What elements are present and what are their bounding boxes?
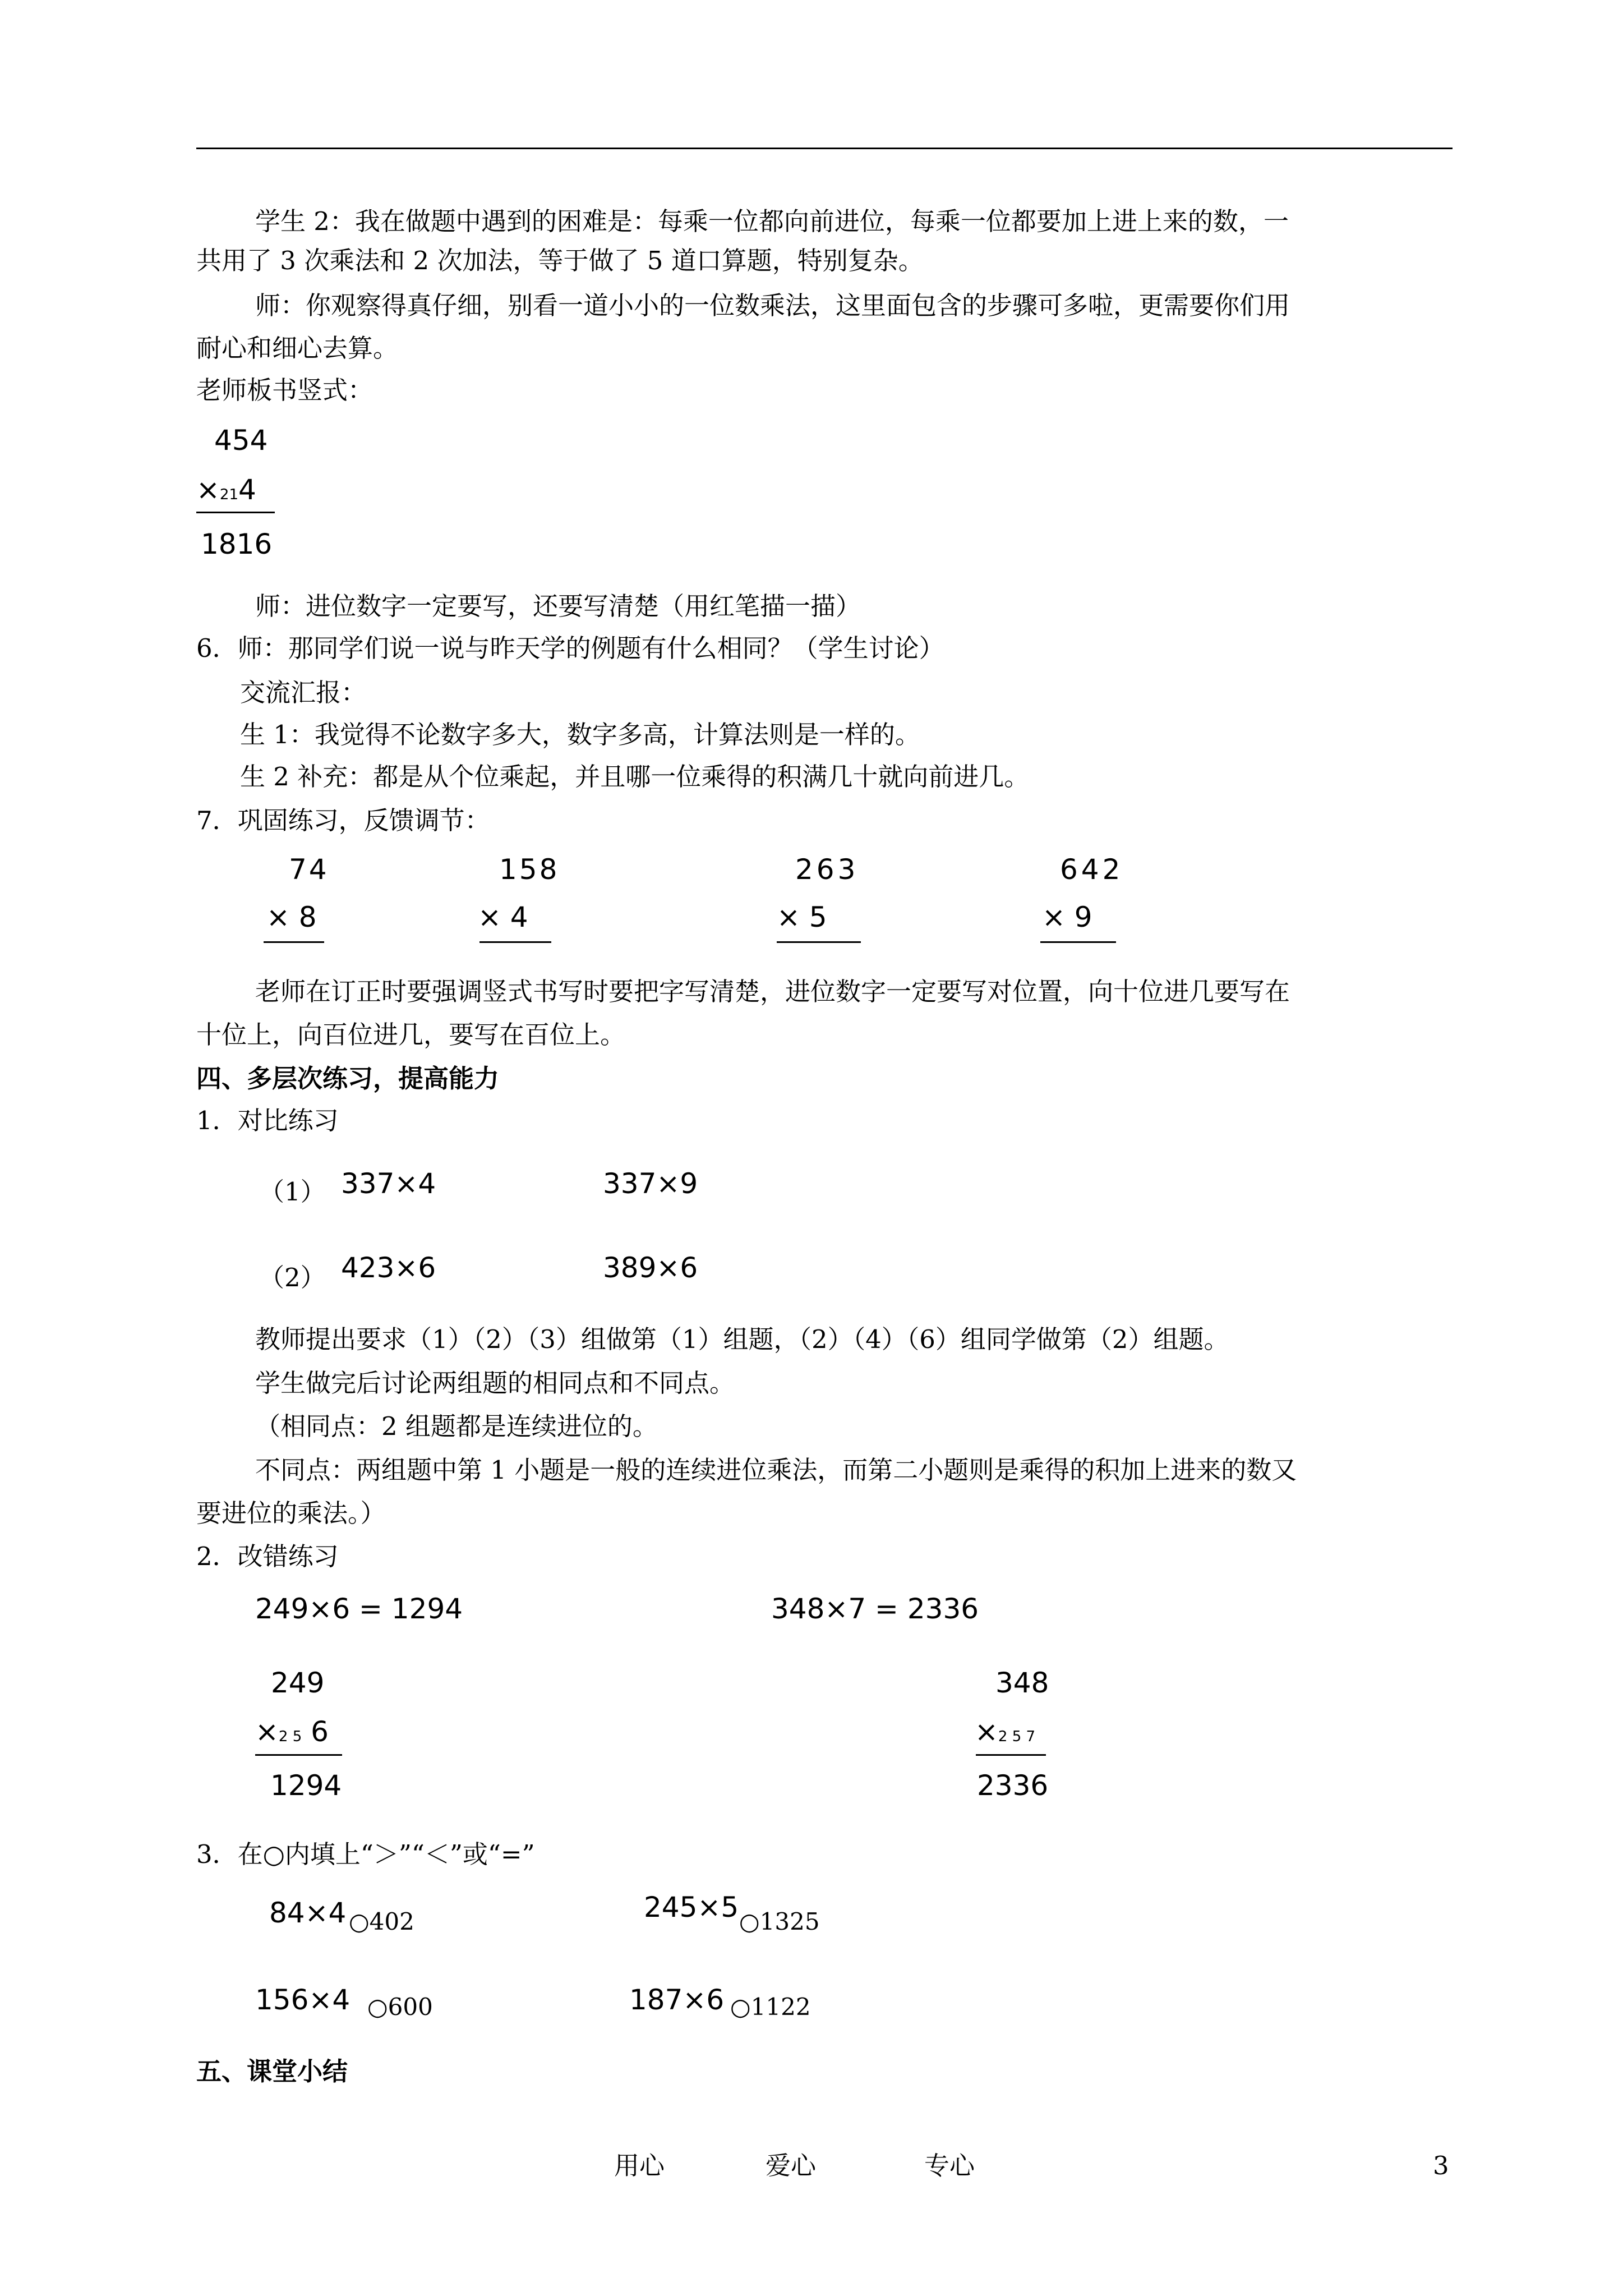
error-vertical-2-carry: 2 5 7 — [998, 1728, 1036, 1745]
board-result: 1816 — [201, 528, 273, 560]
board-top-number: 454 — [214, 424, 268, 457]
footer-word-1: 用心 — [614, 2151, 665, 2180]
compare-1-blank[interactable]: ○402 — [349, 1908, 414, 1935]
error-vertical-2-rule — [976, 1754, 1046, 1756]
practice-3-top: 263 — [795, 853, 859, 886]
compare-3-blank[interactable]: ○600 — [367, 1993, 433, 2021]
footer-word-3: 专心 — [924, 2151, 975, 2180]
error-vertical-1-top: 249 — [271, 1667, 325, 1699]
contrast-2b: 389×6 — [603, 1251, 698, 1284]
board-carry-digits: 21 — [219, 486, 238, 503]
compare-3-expression: 156×4 — [255, 1984, 351, 2016]
paragraph-item7: 7．巩固练习，反馈调节： — [196, 806, 490, 835]
board-result-rule — [196, 512, 275, 513]
paragraph-correction-line2: 十位上，向百位进几，要写在百位上。 — [196, 1020, 626, 1050]
paragraph-exchange: 交流汇报： — [240, 678, 367, 707]
error-vertical-1-carry: 2 5 — [278, 1728, 302, 1745]
subsection-contrast: 1．对比练习 — [196, 1106, 339, 1135]
error-vertical-1-multiplier-row — [255, 1715, 329, 1748]
compare-4-blank[interactable]: ○1122 — [730, 1993, 811, 2021]
section-heading-4: 四、多层次练习，提高能力 — [196, 1064, 500, 1093]
practice-1-multiplier: × 8 — [266, 901, 317, 933]
practice-3-multiplier: × 5 — [777, 901, 827, 933]
practice-3-rule — [777, 941, 861, 943]
error-equation-2: 348×7 = 2336 — [771, 1593, 979, 1625]
error-vertical-1-result: 1294 — [270, 1769, 342, 1802]
paragraph-student2-line1: 学生 2：我在做题中遇到的困难是：每乘一位都向前进位，每乘一位都要加上进上来的数，一 — [255, 206, 1289, 236]
paragraph-same-point: （相同点：2 组题都是连续进位的。 — [255, 1411, 658, 1441]
paragraph-correction-line1: 老师在订正时要强调竖式书写时要把字写清楚，进位数字一定要写对位置，向十位进几要写在 — [255, 977, 1290, 1006]
compare-2-expression: 245×5 — [644, 1891, 739, 1924]
compare-4-expression: 187×6 — [629, 1984, 725, 2016]
practice-1-top: 74 — [289, 853, 329, 886]
paragraph-student2-add: 生 2 补充：都是从个位乘起，并且哪一位乘得的积满几十就向前进几。 — [240, 762, 1030, 792]
paragraph-diff-line1: 不同点：两组题中第 1 小题是一般的连续进位乘法，而第二小题则是乘得的积加上进来的数又 — [255, 1455, 1297, 1485]
paragraph-student1: 生 1：我觉得不论数字多大，数字多高，计算法则是一样的。 — [240, 720, 920, 749]
section-heading-5: 五、课堂小结 — [196, 2056, 348, 2086]
error-vertical-2-multiplier-row — [975, 1715, 1036, 1748]
contrast-2a: 423×6 — [341, 1251, 436, 1284]
compare-2-blank[interactable]: ○1325 — [739, 1908, 820, 1935]
paragraph-teacher-request: 教师提出要求（1）（2）（3）组做第（1）组题，（2）（4）（6）组同学做第（2）组题。 — [255, 1324, 1229, 1354]
practice-2-rule — [479, 941, 551, 943]
paragraph-discussion: 学生做完后讨论两组题的相同点和不同点。 — [255, 1368, 735, 1398]
board-times-sign: × — [196, 473, 220, 506]
practice-4-rule — [1040, 941, 1116, 943]
footer-word-2: 爱心 — [766, 2151, 817, 2180]
practice-2-multiplier: × 4 — [478, 901, 528, 933]
header-rule — [196, 148, 1453, 149]
paragraph-teacher-line2: 耐心和细心去算。 — [196, 333, 399, 363]
compare-1-expression: 84×4 — [269, 1897, 347, 1929]
error-vertical-1-times: × — [255, 1715, 279, 1748]
practice-4-multiplier: × 9 — [1042, 901, 1092, 933]
practice-1-rule — [264, 941, 324, 943]
paragraph-diff-line2: 要进位的乘法。） — [196, 1498, 386, 1528]
contrast-1b: 337×9 — [603, 1167, 698, 1200]
error-vertical-2-top: 348 — [995, 1667, 1049, 1699]
board-multiplier-row — [196, 473, 256, 506]
group-1-label: （1） — [259, 1177, 326, 1207]
error-vertical-2-times: × — [975, 1715, 998, 1748]
subsection-error-correction: 2．改错练习 — [196, 1542, 339, 1571]
paragraph-item6: 6．师：那同学们说一说与昨天学的例题有什么相同？（学生讨论） — [196, 633, 944, 663]
paragraph-teacher-line1: 师：你观察得真仔细，别看一道小小的一位数乘法，这里面包含的步骤可多啦，更需要你们用 — [255, 291, 1290, 320]
subsection-compare: 3．在○内填上“＞”“＜”或“=” — [196, 1839, 535, 1869]
error-vertical-1-multiplier: 6 — [311, 1715, 329, 1748]
practice-4-top: 642 — [1060, 853, 1124, 886]
practice-2-top: 158 — [499, 853, 560, 886]
paragraph-teacher-carry: 师：进位数字一定要写，还要写清楚（用红笔描一描） — [255, 591, 861, 621]
board-multiplier: 4 — [238, 473, 256, 506]
paragraph-student2-line2: 共用了 3 次乘法和 2 次加法，等于做了 5 道口算题，特别复杂。 — [196, 246, 924, 275]
paragraph-board-label: 老师板书竖式： — [196, 375, 374, 405]
error-vertical-1-rule — [255, 1754, 342, 1756]
contrast-1a: 337×4 — [341, 1167, 436, 1200]
error-vertical-2-result: 2336 — [977, 1769, 1049, 1802]
error-equation-1: 249×6 = 1294 — [255, 1593, 463, 1625]
page-number: 3 — [1433, 2151, 1449, 2180]
group-2-label: （2） — [259, 1263, 326, 1292]
